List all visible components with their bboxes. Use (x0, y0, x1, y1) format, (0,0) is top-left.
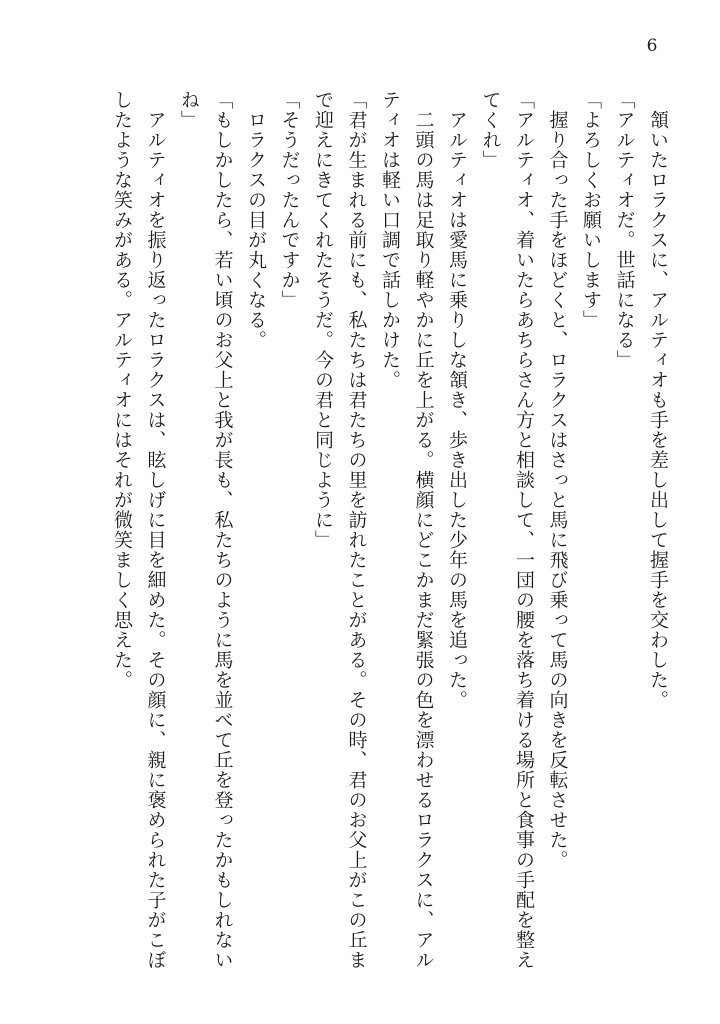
vertical-body-text (54, 90, 674, 970)
text-line: ロラクスの目が丸くなる。 (245, 90, 267, 350)
text-line: 「アルティオだ。世話になる」 (613, 90, 636, 370)
text-line: で迎えにきてくれたそうだ。今の君と同じように」 (312, 90, 334, 550)
text-line: 「アルティオ、着いたらあちらさん方と相談して、一団の腰を落ち着ける場所と食事の手配を整え (513, 90, 535, 970)
text-line: 「君が生まれる前にも、私たちは君たちの里を訪れたことがある。その時、君のお父上がこの丘ま (345, 90, 368, 970)
page-number: 6 (646, 36, 658, 56)
text-line: アルティオを振り返ったロラクスは、眩しげに目を細めた。その顔に、親に褒められた子がこぼ (144, 90, 167, 970)
text-line: したような笑みがある。アルティオにはそれが微笑ましく思えた。 (111, 90, 133, 690)
text-line: てくれ」 (479, 90, 502, 170)
text-line: ね」 (178, 90, 200, 130)
text-line: 「そうだったんですか」 (278, 90, 301, 310)
text-line: 二頭の馬は足取り軽やかに丘を上がる。横顔にどこかまだ緊張の色を漂わせるロラクスに、アル (412, 90, 435, 970)
text-line: 「もしかしたら、若い頃のお父上と我が長も、私たちのように馬を並べて丘を登ったかもしれない (211, 90, 234, 970)
text-line: アルティオは愛馬に乗りしな頷き、歩き出した少年の馬を追った。 (446, 90, 468, 710)
text-line: 「よろしくお願いします」 (580, 90, 602, 330)
text-line: 握り合った手をほどくと、ロラクスはさっと馬に飛び乗って馬の向きを反転させた。 (546, 90, 569, 870)
text-line: ティオは軽い口調で話しかけた。 (379, 90, 401, 390)
text-line: 頷いたロラクスに、アルティオも手を差し出して握手を交わした。 (647, 90, 669, 710)
